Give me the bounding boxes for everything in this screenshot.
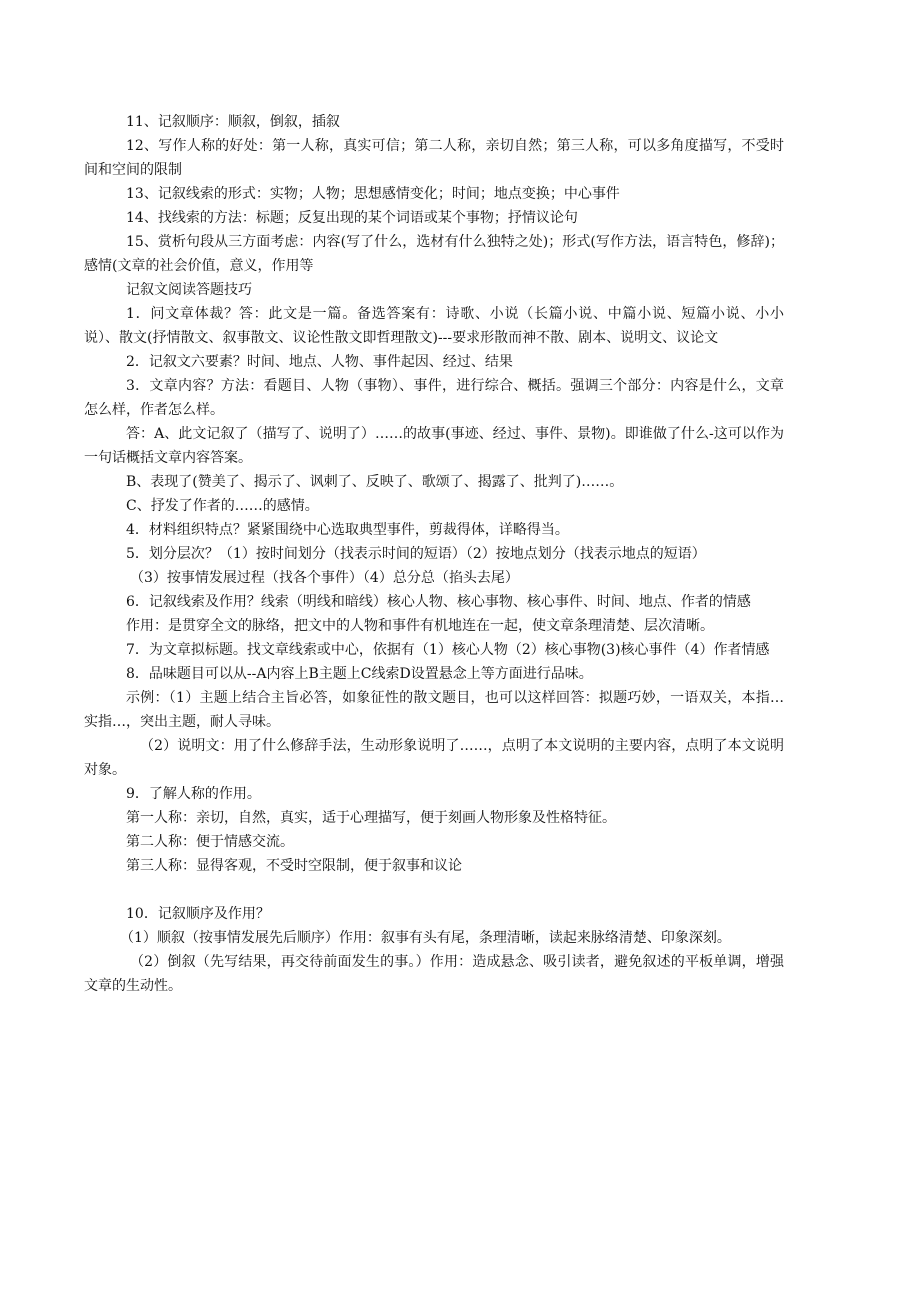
paragraph: 7．为文章拟标题。找文章线索或中心，依据有（1）核心人物（2）核心事物(3)核心事件（4）作者情感 — [126, 642, 770, 658]
blank-line — [84, 878, 784, 902]
paragraph: （1）顺叙（按事情发展先后顺序）作用：叙事有头有尾，条理清晰，读起来脉络清楚、印象深刻。 — [120, 930, 731, 946]
paragraph: 1．问文章体裁？答：此文是一篇。备选答案有：诗歌、小说（长篇小说、中篇小说、短篇小说、小小说）、散文(抒情散文、叙事散文、议论性散文即哲理散文)---要求形散而神不散、剧本、说明文、议论文 — [84, 306, 784, 346]
paragraph: 答：A、此文记叙了（描写了、说明了）……的故事(事迹、经过、事件、景物)。即谁做了什么-这可以作为一句话概括文章内容答案。 — [84, 426, 784, 466]
paragraph: C、抒发了作者的……的感情。 — [126, 498, 319, 514]
paragraph: 第二人称：便于情感交流。 — [126, 834, 294, 850]
paragraph: B、表现了(赞美了、揭示了、讽刺了、反映了、歌颂了、揭露了、批判了)……。 — [126, 474, 624, 490]
paragraph: （3）按事情发展过程（找各个事件）（4）总分总（掐头去尾） — [130, 570, 519, 586]
paragraph: 10．记叙顺序及作用？ — [126, 906, 270, 922]
paragraph: 13、记叙线索的形式：实物；人物；思想感情变化；时间；地点变换；中心事件 — [126, 186, 620, 202]
paragraph: 6．记叙线索及作用？线索（明线和暗线）核心人物、核心事物、核心事件、时间、地点、作者的情感 — [126, 594, 751, 610]
paragraph: 4．材料组织特点？紧紧围绕中心选取典型事件，剪裁得体，详略得当。 — [126, 522, 569, 538]
paragraph: 第一人称：亲切，自然，真实，适于心理描写，便于刻画人物形象及性格特征。 — [126, 810, 616, 826]
paragraph: 示例：（1）主题上结合主旨必答，如象征性的散文题目，也可以这样回答：拟题巧妙，一语双关，本指…实指…，突出主题，耐人寻味。 — [84, 690, 784, 730]
paragraph: 第三人称：显得客观，不受时空限制，便于叙事和议论 — [126, 858, 462, 874]
paragraph: （2）倒叙（先写结果，再交待前面发生的事。）作用：造成悬念、吸引读者，避免叙述的平板单调，增强文章的生动性。 — [84, 954, 784, 994]
paragraph: （2）说明文：用了什么修辞手法，生动形象说明了……，点明了本文说明的主要内容，点明了本文说明对象。 — [84, 738, 784, 778]
document-body — [84, 110, 784, 998]
paragraph: 3．文章内容？方法：看题目、人物（事物）、事件，进行综合、概括。强调三个部分：内容是什么，文章怎么样，作者怎么样。 — [84, 378, 784, 418]
paragraph: 11、记叙顺序：顺叙，倒叙，插叙 — [126, 114, 340, 130]
paragraph: 9．了解人称的作用。 — [126, 786, 261, 802]
paragraph: 14、找线索的方法：标题；反复出现的某个词语或某个事物；抒情议论句 — [126, 210, 578, 226]
paragraph: 12、写作人称的好处：第一人称，真实可信；第二人称，亲切自然；第三人称，可以多角度描写，不受时间和空间的限制 — [84, 138, 784, 178]
paragraph: 2．记叙文六要素？时间、地点、人物、事件起因、经过、结果 — [126, 354, 513, 370]
section-heading: 记叙文阅读答题技巧 — [126, 282, 252, 298]
paragraph: 作用：是贯穿全文的脉络，把文中的人物和事件有机地连在一起，使文章条理清楚、层次清晰。 — [126, 618, 714, 634]
paragraph: 8．品味题目可以从--A内容上B主题上C线索D设置悬念上等方面进行品味。 — [126, 666, 593, 682]
paragraph: 15、赏析句段从三方面考虑：内容(写了什么，选材有什么独特之处)；形式(写作方法，语言特色，修辞)；感情(文章的社会价值，意义，作用等 — [84, 234, 784, 274]
paragraph: 5．划分层次？（1）按时间划分（找表示时间的短语）（2）按地点划分（找表示地点的短语） — [126, 546, 706, 562]
